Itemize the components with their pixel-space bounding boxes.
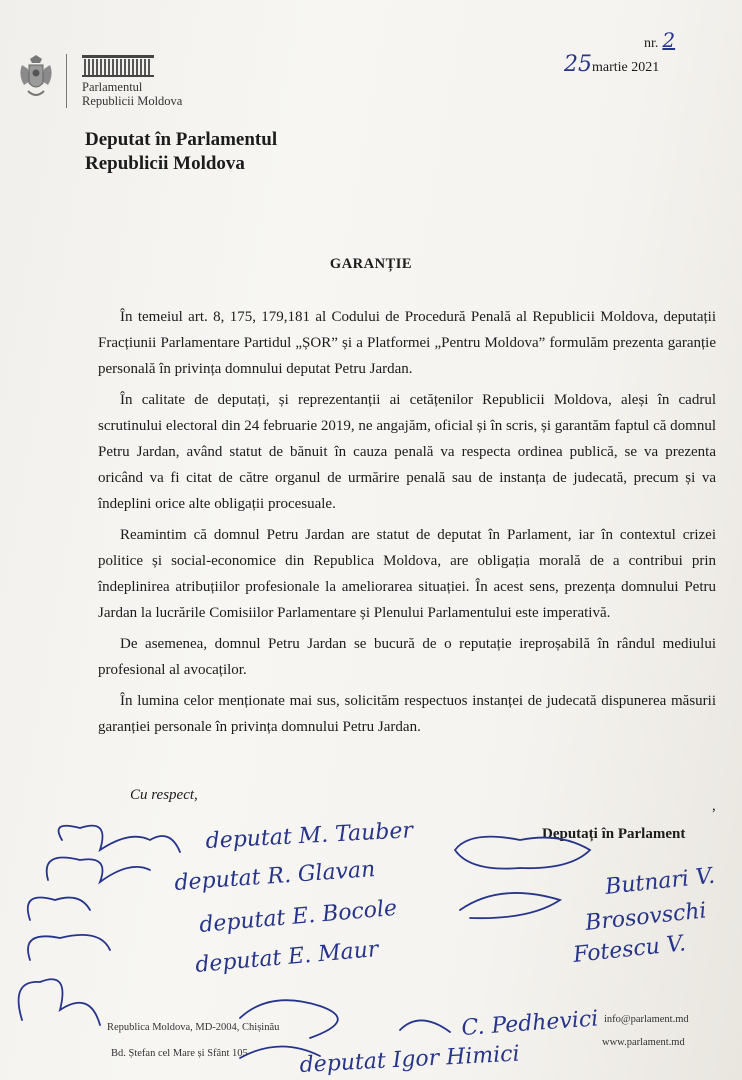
logo-divider (66, 54, 67, 108)
closing-phrase: Cu respect, (130, 787, 198, 803)
document-number (644, 28, 675, 52)
parliament-columns-icon (82, 55, 154, 77)
date-day: 25 (564, 52, 592, 77)
sender-title (85, 128, 277, 176)
handwriting-line-4: deputat E. Maur (194, 937, 380, 978)
institution-name (82, 80, 182, 108)
footer-address-line-1: Republica Moldova, MD-2004, Chișinău (107, 1022, 280, 1033)
institution-line-1: Parlamentul (82, 80, 143, 94)
sender-title-line-1: Deputat în Parlamentul (85, 129, 278, 150)
handwriting-line-5: deputat Igor Himici (299, 1041, 521, 1078)
document-body (98, 304, 716, 745)
coat-of-arms-icon (18, 55, 54, 99)
footer-address-line-2: Bd. Ștefan cel Mare și Sfânt 105 (111, 1048, 248, 1059)
nr-label: nr. (644, 36, 659, 51)
handwriting-line-9: Fotescu V. (572, 931, 687, 968)
paragraph-5: În lumina celor menționate mai sus, solicităm respectuos instanței de judecată dispunerea măsurii garanției personale în privința domnului Petru Jardan. (98, 693, 716, 735)
signatory-label: Deputați în Parlament (542, 826, 686, 842)
paragraph-1: În temeiul art. 8, 175, 179,181 al Codului de Procedură Penală al Republicii Moldova, deputații Fracțiunii Parlamentare Partidul „ȘOR” și a Platformei „Pentru Moldova” formulăm prezenta garanție personală în privința domnului deputat Petru Jardan. (98, 309, 716, 377)
institution-line-2: Republicii Moldova (82, 94, 183, 108)
paragraph-2: În calitate de deputați, și reprezentanții ai cetățenilor Republicii Moldova, aleși în cadrul scrutinului electoral din 24 februarie 2019, ne angajăm, oficial și în scris, și garantăm faptul că domnul Petru Jardan, având statut de bănuit în cauza penală va respecta ordinea publică, se va prezenta oricând va fi citat de către organul de urmărire penală sau de instanța de judecată, precum și va îndeplini orice alte obligații procesuale. (98, 392, 716, 512)
handwriting-line-3: deputat E. Bocole (198, 895, 399, 938)
paragraph-3: Reamintim că domnul Petru Jardan are statut de deputat în Parlament, iar în contextul crizei politice și social-economice din Republica Moldova, are obligația morală de a contribui prin îndeplinirea atribuțiilor profesionale la ameliorarea situației. În acest sens, prezența domnului Petru Jardan la lucrările Comisiilor Parlamentare și Plenului Parlamentului este imperativă. (98, 527, 716, 621)
paragraph-4: De asemenea, domnul Petru Jardan se bucură de o reputație ireproșabilă în rândul mediului profesional al avocaților. (98, 636, 716, 678)
date-rest: martie 2021 (592, 60, 660, 75)
handwriting-line-6: C. Pedhevici (460, 1006, 600, 1041)
sender-title-line-2: Republicii Moldova (85, 153, 245, 174)
document-heading: GARANȚIE (329, 256, 413, 272)
handwriting-line-2: deputat R. Glavan (173, 857, 377, 896)
handwriting-line-1: deputat M. Tauber (205, 818, 414, 854)
handwriting-line-8: Brosovschi (584, 898, 708, 936)
footer-website: www.parlament.md (602, 1037, 685, 1048)
footer-email: info@parlament.md (604, 1014, 689, 1025)
document-date (564, 52, 659, 77)
nr-value: 2 (662, 28, 676, 52)
handwriting-line-7: Butnari V. (604, 863, 717, 900)
stray-comma: , (712, 798, 716, 814)
